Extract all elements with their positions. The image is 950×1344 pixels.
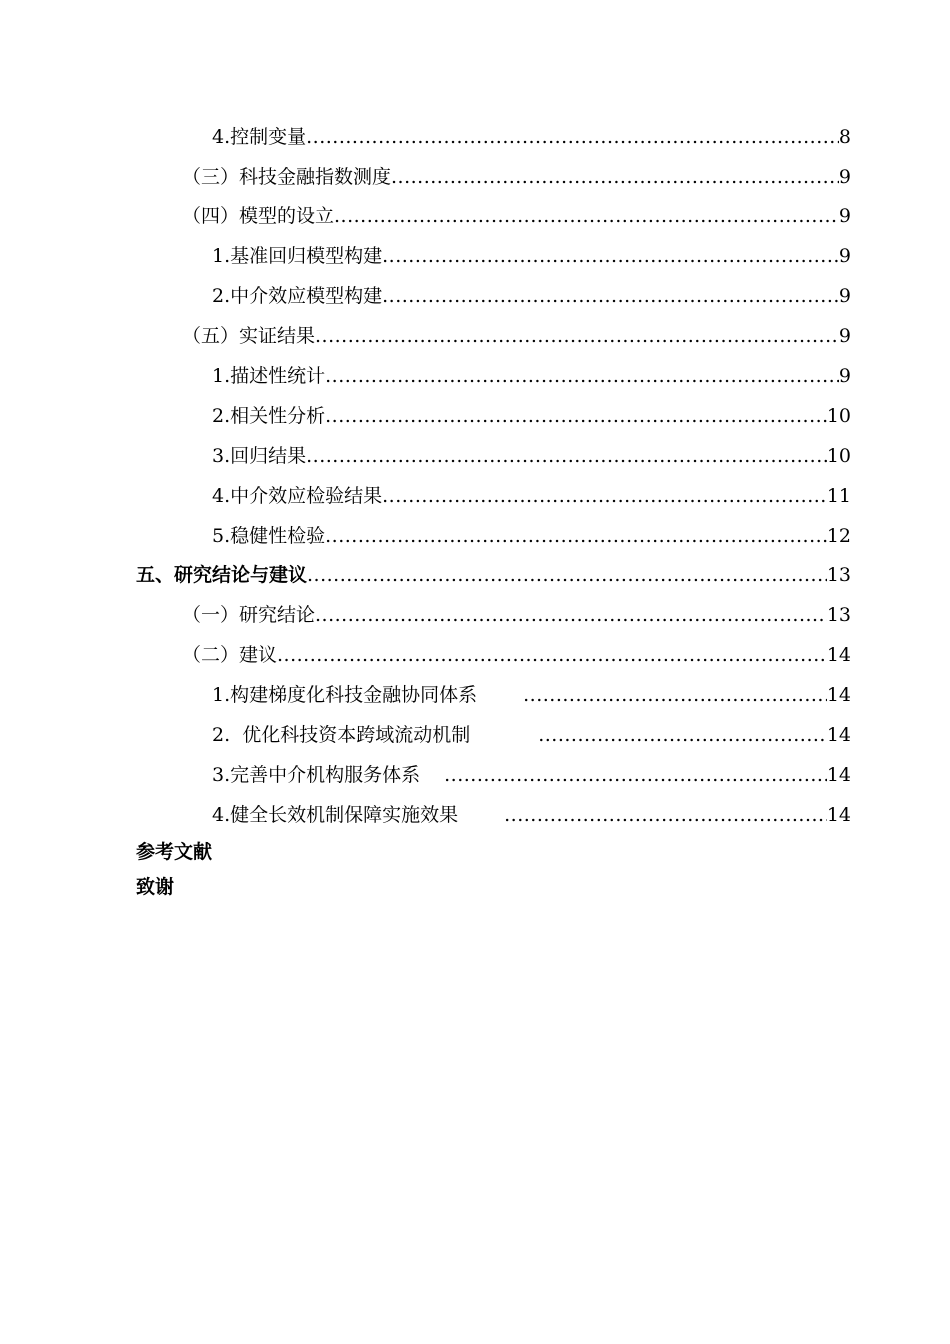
toc-entry[interactable] (0, 715, 950, 755)
toc-entry-title: 2. 优化科技资本跨域流动机制 (212, 724, 471, 746)
toc-entry-page: 9 (838, 325, 851, 347)
toc-entry-title: 4.中介效应检验结果 (212, 485, 383, 507)
toc-dot-leader (391, 157, 839, 197)
toc-dot-leader (315, 316, 839, 356)
toc-entry[interactable] (0, 117, 950, 157)
toc-entry[interactable] (0, 755, 950, 795)
toc-dot-leader (334, 196, 839, 236)
toc-entry[interactable] (0, 675, 950, 715)
toc-dot-leader (382, 276, 839, 316)
toc-entry-page: 14 (826, 804, 851, 826)
toc-dot-leader (307, 555, 827, 595)
toc-entry-title: （二）建议 (182, 644, 278, 666)
toc-entry[interactable] (0, 595, 950, 635)
toc-entry[interactable] (0, 436, 950, 476)
toc-entry[interactable] (0, 236, 950, 276)
toc-entry-page: 9 (838, 205, 851, 227)
toc-entry-page: 14 (826, 684, 851, 706)
toc-entry-page: 8 (838, 126, 851, 148)
toc-entry-page: 14 (826, 644, 851, 666)
references-heading[interactable]: 参考文献 (136, 841, 213, 863)
toc-entry-page: 9 (838, 245, 851, 267)
toc-entry-page: 9 (838, 166, 851, 188)
toc-entry[interactable] (0, 516, 950, 556)
toc-entry-page: 9 (838, 365, 851, 387)
toc-entry-title: （五）实证结果 (182, 325, 316, 347)
toc-entry-page: 12 (826, 525, 851, 547)
toc-entry-page: 13 (826, 604, 851, 626)
toc-entry-title: （一）研究结论 (182, 604, 316, 626)
toc-entry-title: （三）科技金融指数测度 (182, 166, 392, 188)
toc-entry[interactable] (0, 276, 950, 316)
toc-dot-leader (325, 356, 839, 396)
toc-entry[interactable] (0, 356, 950, 396)
toc-entry-page: 14 (826, 764, 851, 786)
toc-entry-title: 1.描述性统计 (212, 365, 326, 387)
toc-entry-title: 2.相关性分析 (212, 405, 326, 427)
toc-entry-page: 13 (826, 564, 851, 586)
toc-entry[interactable] (0, 795, 950, 835)
toc-dot-leader (306, 436, 827, 476)
toc-dot-leader (538, 715, 827, 755)
toc-dot-leader (523, 675, 827, 715)
toc-entry-title: 五、研究结论与建议 (136, 564, 308, 586)
toc-entry-page: 11 (826, 485, 851, 507)
toc-entry[interactable] (0, 635, 950, 675)
toc-entry-title: 4.控制变量 (212, 126, 307, 148)
toc-dot-leader (325, 396, 827, 436)
toc-entry[interactable] (0, 196, 950, 236)
toc-entry-page: 9 (838, 285, 851, 307)
toc-entry-title: 2.中介效应模型构建 (212, 285, 383, 307)
toc-entry-page: 10 (826, 405, 851, 427)
toc-entry-chapter[interactable] (0, 555, 950, 595)
toc-entry-title: 1.基准回归模型构建 (212, 245, 383, 267)
toc-entry-title: 3.回归结果 (212, 445, 307, 467)
toc-entry-title: 4.健全长效机制保障实施效果 (212, 804, 459, 826)
toc-entry-title: （四）模型的设立 (182, 205, 335, 227)
toc-entry-title: 3.完善中介机构服务体系 (212, 764, 421, 786)
toc-dot-leader (504, 795, 827, 835)
toc-dot-leader (277, 635, 827, 675)
toc-entry[interactable] (0, 476, 950, 516)
toc-dot-leader (382, 476, 827, 516)
toc-entry-page: 10 (826, 445, 851, 467)
toc-entry[interactable] (0, 396, 950, 436)
toc-entry[interactable] (0, 316, 950, 356)
toc-entry-title: 5.稳健性检验 (212, 525, 326, 547)
toc-dot-leader (306, 117, 839, 157)
toc-dot-leader (382, 236, 839, 276)
toc-entry[interactable] (0, 157, 950, 197)
toc-entry-page: 14 (826, 724, 851, 746)
acknowledgement-heading[interactable]: 致谢 (136, 876, 175, 898)
toc-dot-leader (325, 516, 827, 556)
toc-dot-leader (315, 595, 827, 635)
toc-dot-leader (444, 755, 827, 795)
toc-entry-title: 1.构建梯度化科技金融协同体系 (212, 684, 478, 706)
